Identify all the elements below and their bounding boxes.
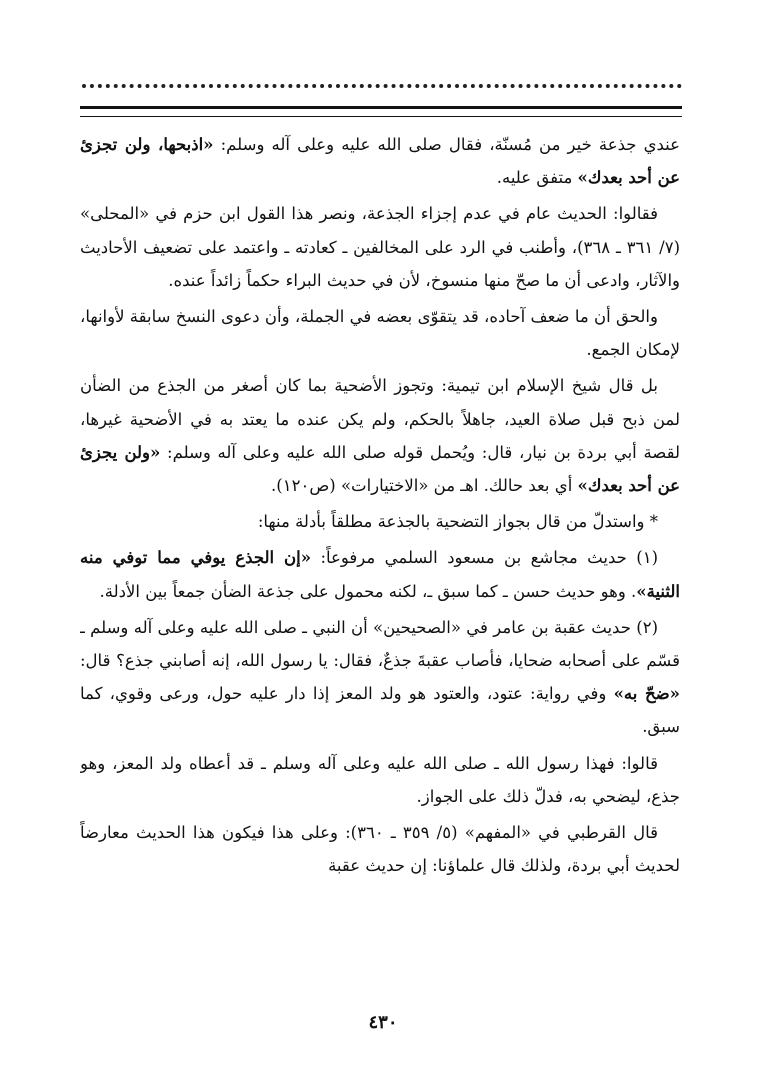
paragraph xyxy=(80,816,680,882)
quoted-hadith-text: «اذبحها، ولن تجزئ عن أحد بعدك» xyxy=(80,135,680,188)
paragraph-text: بل قال شيخ الإسلام ابن تيمية: وتجوز الأضحية بما كان أصغر من الجذع من الضأن لمن ذبح قبل صلاة العيد، جاهلاً بالحكم، ولم يكن عنده ما يعتد به في الأضحية غيرها، لقصة أبي بردة بن نيار، قال: ويُحمل قوله صلى الله عليه وعلى آله وسلم: xyxy=(80,376,680,462)
paragraph xyxy=(80,300,680,366)
page-number: ٤٣٠ xyxy=(368,1012,398,1033)
header-thick-rule xyxy=(80,106,682,109)
quoted-hadith-text: «ضحّ به» xyxy=(613,684,680,704)
dotted-header-line xyxy=(82,84,682,92)
paragraph-text: قال القرطبي في «المفهم» (٥/ ٣٥٩ ـ ٣٦٠): وعلى هذا فيكون هذا الحديث معارضاً لحديث أبي بردة، ولذلك قال علماؤنا: إن حديث عقبة xyxy=(80,823,680,876)
paragraph-text: قالوا: فهذا رسول الله ـ صلى الله عليه وعلى آله وسلم ـ قد أعطاه ولد المعز، وهو جذع، ليضحي به، فدلّ ذلك على الجواز. xyxy=(80,753,680,806)
paragraph-text: عندي جذعة خير من مُسنّة، فقال صلى الله عليه وعلى آله وسلم: xyxy=(213,135,680,154)
header-thin-rule xyxy=(80,116,682,117)
paragraph-text: (١) حديث مجاشع بن مسعود السلمي مرفوعاً: xyxy=(311,548,658,568)
paragraph xyxy=(80,611,680,744)
paragraph-text: متفق عليه. xyxy=(496,168,578,188)
paragraph-text: (٢) حديث عقبة بن عامر في «الصحيحين» أن النبي ـ صلى الله عليه وعلى آله وسلم ـ قسّم على أصحابه ضحايا، فأصاب عقبةَ جذعٌ، فقال: يا رسول الله، إنه أصابني جذع؟ قال: xyxy=(80,617,680,671)
paragraph-text: فقالوا: الحديث عام في عدم إجزاء الجذعة، ونصر هذا القول ابن حزم في «المحلى» (٧/ ٣٦١ ـ ٣٦٨)، وأطنب في الرد على المخالفين ـ كعادته ـ واعتمد على تضعيف الأحاديث والآثار، وادعى أن ما صحّ منها منسوخ، لأن في حديث البراء حكماً زائداً عنده. xyxy=(80,204,680,290)
paragraph xyxy=(80,505,680,538)
quoted-hadith-text: «ولن يجزئ عن أحد بعدك» xyxy=(80,442,680,496)
quoted-hadith-text: «إن الجذع يوفي مما توفي منه الثنية» xyxy=(80,548,680,601)
paragraph xyxy=(80,369,680,502)
paragraph-text: والحق أن ما ضعف آحاده، قد يتقوّى بعضه في الجملة، وأن دعوى النسخ سابقة لأوانها، لإمكان الجمع. xyxy=(80,307,680,360)
paragraph-text: أي بعد حالك. اهـ من «الاختيارات» (ص١٢٠). xyxy=(271,476,578,496)
paragraph xyxy=(80,747,680,813)
paragraph xyxy=(80,197,680,297)
paragraph xyxy=(80,128,680,194)
paragraph-text: * واستدلّ من قال بجواز التضحية بالجذعة مطلقاً بأدلة منها: xyxy=(257,512,658,532)
page-body-text xyxy=(80,128,680,968)
paragraph xyxy=(80,541,680,607)
paragraph-text: وفي رواية: عتود، والعتود هو ولد المعز إذا دار عليه حول، ورعى وقوي، كما سبق. xyxy=(80,684,680,737)
paragraph-text: . وهو حديث حسن ـ كما سبق ـ، لكنه محمول على جذعة الضأن جمعاً بين الأدلة. xyxy=(99,581,637,601)
